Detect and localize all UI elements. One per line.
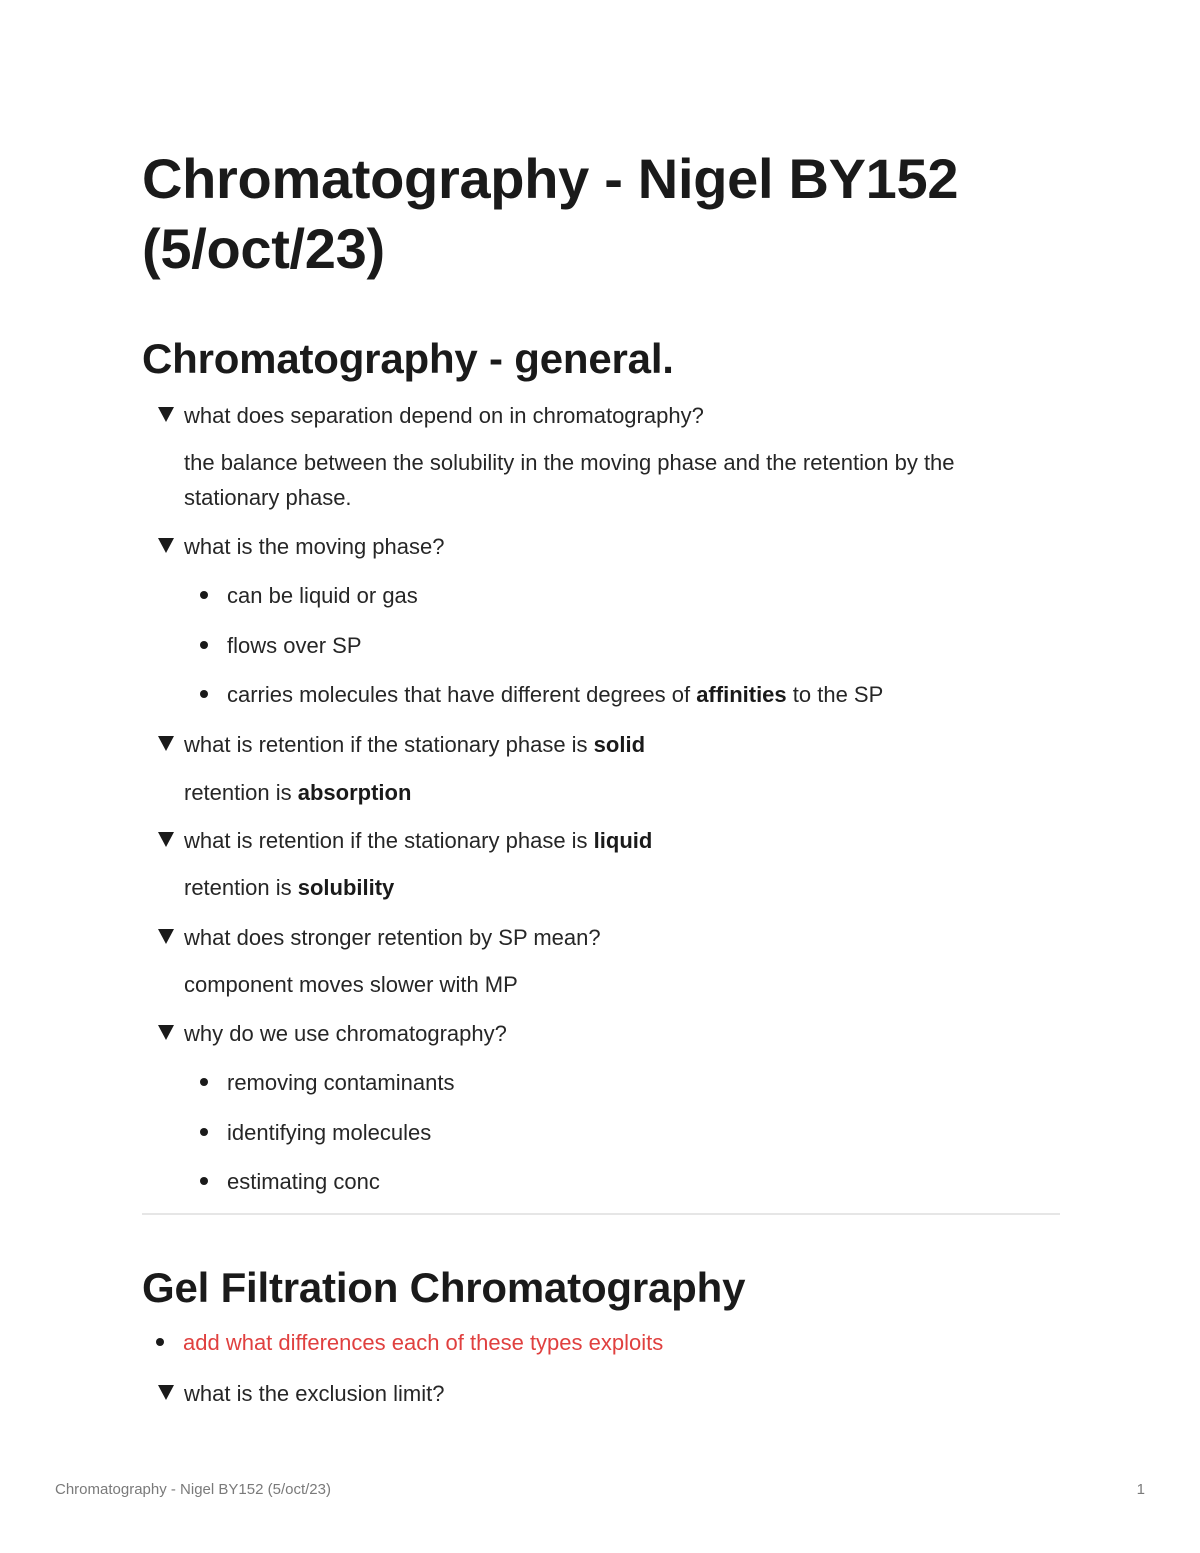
bullet-dot-icon	[156, 1338, 164, 1346]
bullet-dot-icon	[200, 1128, 208, 1136]
toggle-exclusion-limit-question[interactable]: what is the exclusion limit?	[158, 1378, 444, 1410]
bold-term: absorption	[297, 780, 412, 805]
toggle-separation-question[interactable]	[158, 400, 704, 432]
bullet-dot-icon	[200, 690, 208, 698]
toggle-triangle-icon	[158, 929, 174, 944]
toggle-answer: retention is solubility	[184, 875, 395, 900]
list-item: estimating conc	[200, 1166, 380, 1198]
page-title: Chromatography - Nigel BY152 (5/oct/23)	[142, 147, 959, 280]
bold-term: solid	[593, 732, 646, 757]
list-item: carries molecules that have different degrees of affinities to the SP	[200, 679, 883, 711]
bold-term: solubility	[297, 875, 395, 900]
toggle-triangle-icon	[158, 1025, 174, 1040]
toggle-answer: the balance between the solubility in the moving phase and the retention by the stationary phase.	[184, 450, 955, 510]
toggle-label: what does separation depend on in chromatography?	[184, 403, 704, 428]
toggle-moving-phase-question[interactable]	[158, 531, 445, 563]
list-item: can be liquid or gas	[200, 580, 418, 612]
toggle-solid-retention-question[interactable]: what is retention if the stationary phase is solid	[158, 729, 645, 761]
toggle-triangle-icon	[158, 832, 174, 847]
bullet-dot-icon	[200, 591, 208, 599]
toggle-triangle-icon	[158, 1385, 174, 1400]
footer-document-title: Chromatography - Nigel BY152 (5/oct/23)	[55, 1481, 331, 1498]
bold-term: affinities	[696, 682, 787, 707]
section-heading-gel-filtration: Gel Filtration Chromatography	[142, 1264, 746, 1311]
bold-term: liquid	[593, 828, 653, 853]
bullet-dot-icon	[200, 1177, 208, 1185]
toggle-answer: retention is absorption	[184, 780, 412, 805]
red-note-item: add what differences each of these types exploits	[156, 1327, 663, 1359]
toggle-stronger-retention-question[interactable]: what does stronger retention by SP mean?	[158, 922, 601, 954]
toggle-triangle-icon	[158, 538, 174, 553]
bullet-dot-icon	[200, 1078, 208, 1086]
section-divider	[142, 1213, 1060, 1215]
toggle-why-use-question[interactable]: why do we use chromatography?	[158, 1018, 507, 1050]
footer-page-number: 1	[1136, 1481, 1145, 1498]
toggle-label: what is the moving phase?	[184, 534, 445, 559]
toggle-liquid-retention-question[interactable]: what is retention if the stationary phase is liquid	[158, 825, 652, 857]
section-heading-general: Chromatography - general.	[142, 335, 674, 382]
list-item: identifying molecules	[200, 1117, 431, 1149]
toggle-triangle-icon	[158, 407, 174, 422]
list-item: removing contaminants	[200, 1067, 454, 1099]
bullet-dot-icon	[200, 641, 208, 649]
list-item: flows over SP	[200, 630, 362, 662]
toggle-triangle-icon	[158, 736, 174, 751]
toggle-answer: component moves slower with MP	[184, 972, 518, 997]
